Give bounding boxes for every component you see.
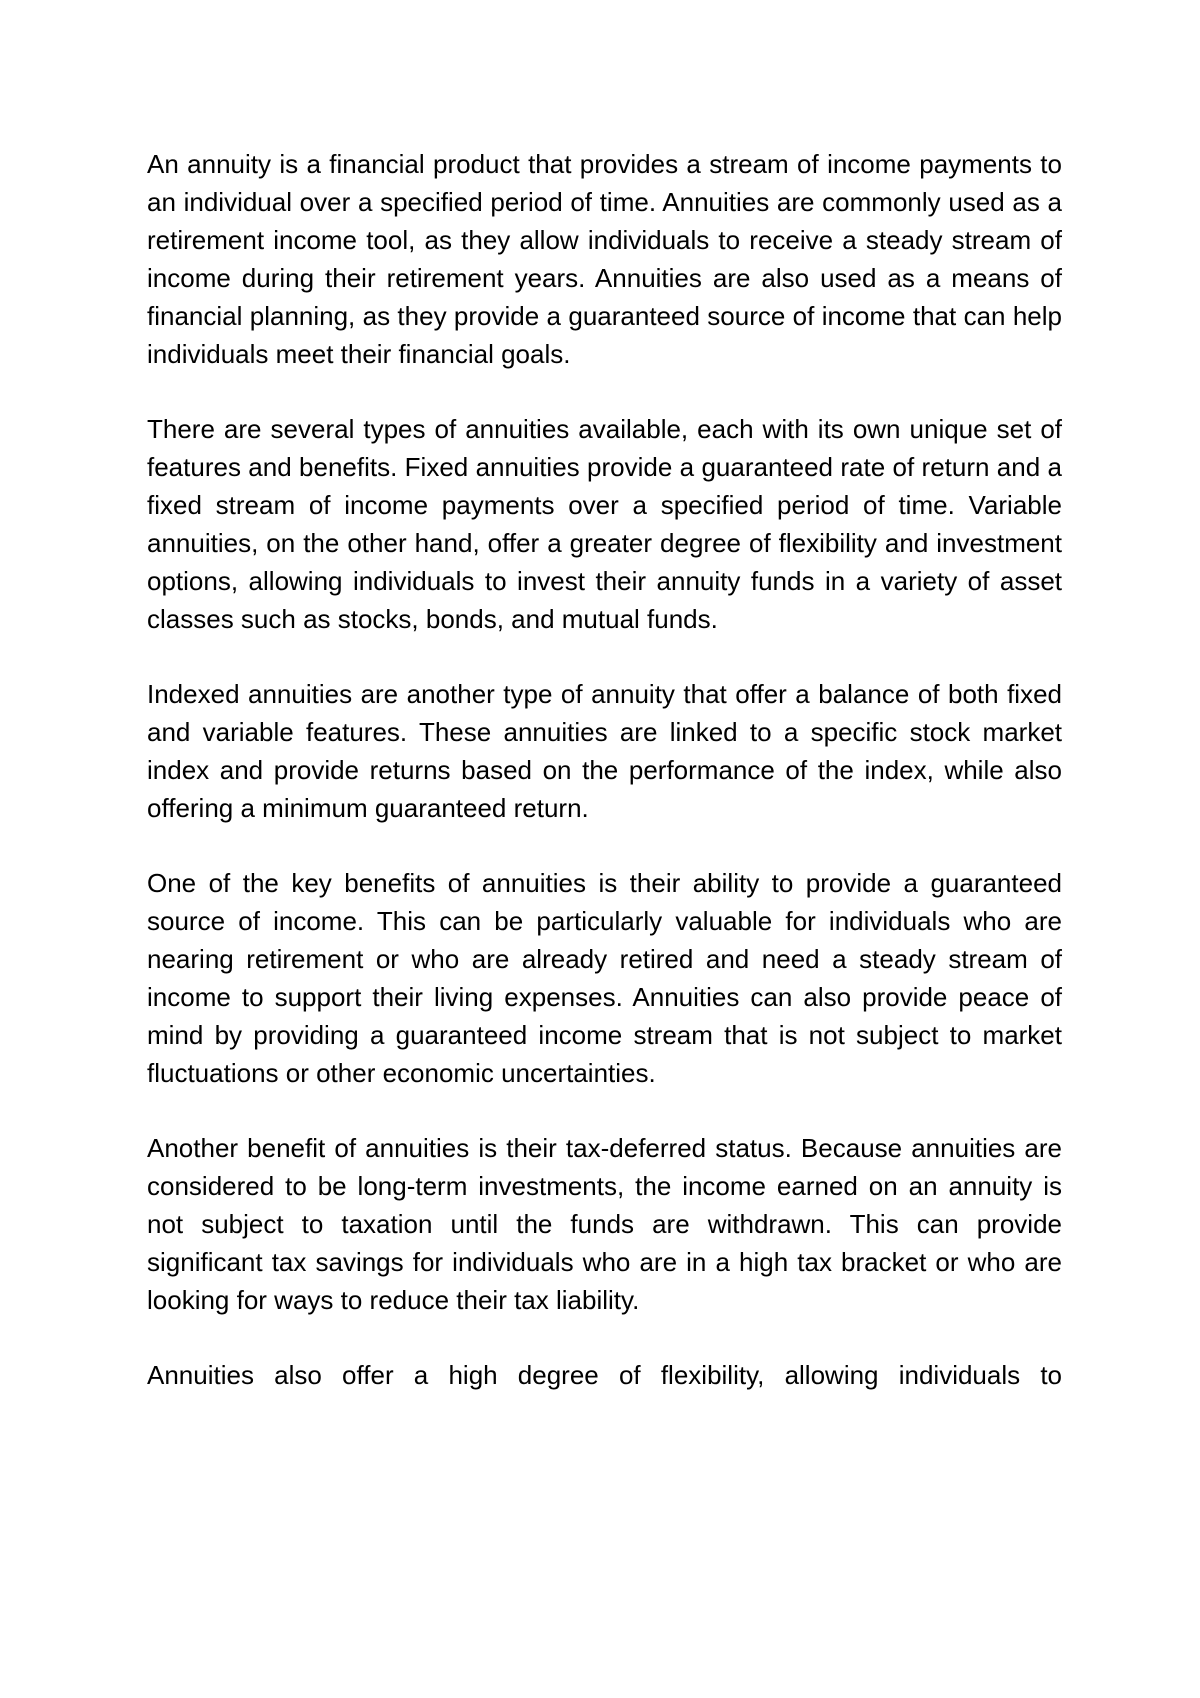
paragraph-tax-deferred: Another benefit of annuities is their tax-deferred status. Because annuities are considered to be long-term investments, the income earned on an annuity is not subject to taxation until the funds are withdrawn. This can provide significant tax savings for individuals who are in a high tax bracket or who are looking for ways to reduce their tax liability. [147, 1133, 1062, 1315]
document-body [147, 145, 1062, 1431]
paragraph-annuity-definition: An annuity is a financial product that provides a stream of income payments to an individual over a specified period of time. Annuities are commonly used as a retirement income tool, as they allow individuals to receive a steady stream of income during their retirement years. Annuities are also used as a means of financial planning, as they provide a guaranteed source of income that can help individuals meet their financial goals. [147, 149, 1062, 369]
paragraph-annuity-types: There are several types of annuities available, each with its own unique set of features and benefits. Fixed annuities provide a guaranteed rate of return and a fixed stream of income payments over a specified period of time. Variable annuities, on the other hand, offer a greater degree of flexibility and investment options, allowing individuals to invest their annuity funds in a variety of asset classes such as stocks, bonds, and mutual funds. [147, 414, 1062, 634]
paragraph-indexed-annuities: Indexed annuities are another type of annuity that offer a balance of both fixed and variable features. These annuities are linked to a specific stock market index and provide returns based on the performance of the index, while also offering a minimum guaranteed return. [147, 679, 1062, 823]
paragraph-guaranteed-income: One of the key benefits of annuities is their ability to provide a guaranteed source of income. This can be particularly valuable for individuals who are nearing retirement or who are already retired and need a steady stream of income to support their living expenses. Annuities can also provide peace of mind by providing a guaranteed income stream that is not subject to market fluctuations or other economic uncertainties. [147, 868, 1062, 1088]
paragraph-flexibility: Annuities also offer a high degree of flexibility, allowing individuals to [147, 1360, 1062, 1390]
